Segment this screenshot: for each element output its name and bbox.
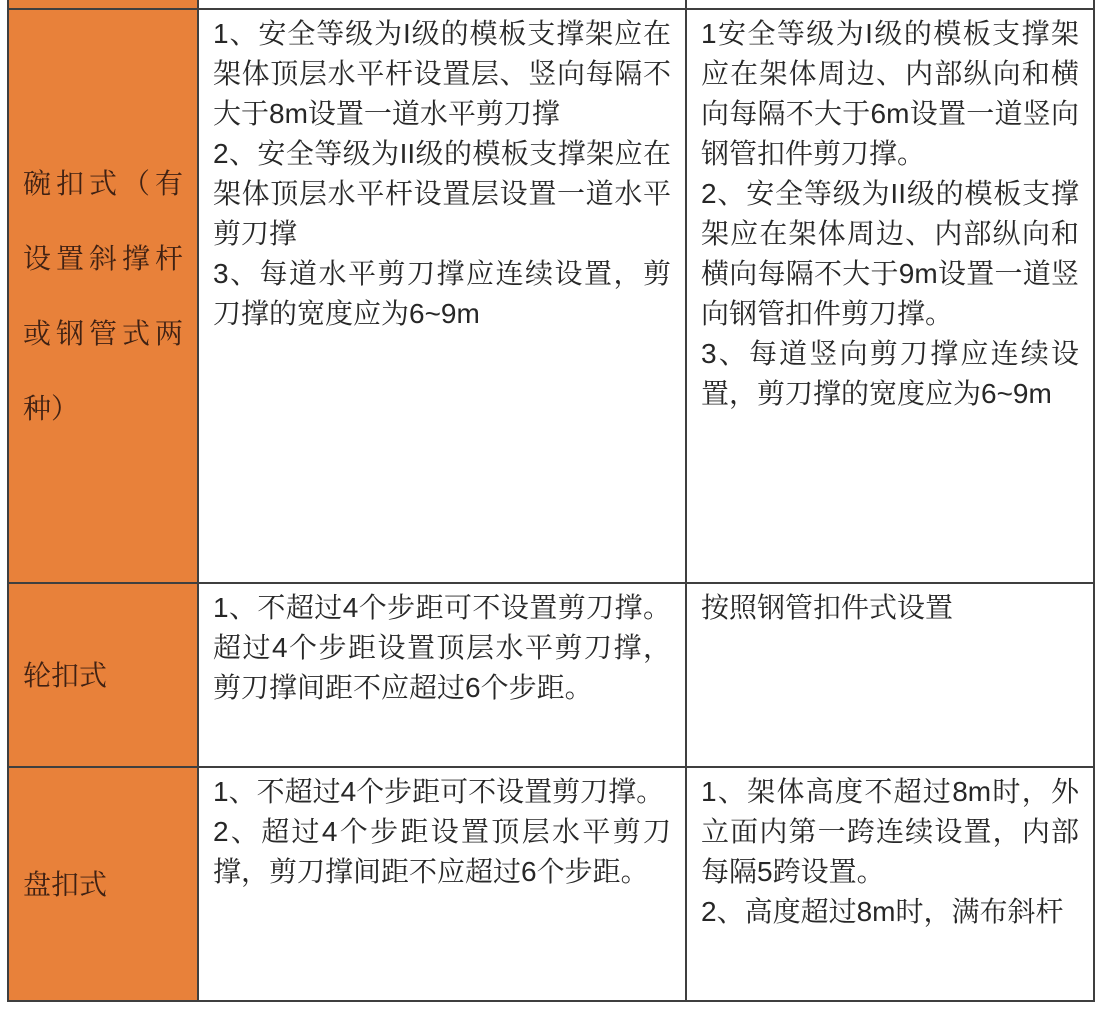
table-cell-pankou-vertical-bracing [685,766,1093,1000]
paragraph: 3、每道竖向剪刀撑应连续设置，剪刀撑的宽度应为6~9m [701,338,1079,409]
paragraph: 3、每道水平剪刀撑应连续设置，剪刀撑的宽度应为6~9m [213,258,671,329]
scaffold-bracing-table [7,0,1095,1002]
table-cell-lunkou-vertical-bracing [685,582,1093,766]
table-cell-pankou-horizontal-bracing [197,766,685,1000]
paragraph: 按照钢管扣件式设置 [701,592,954,623]
paragraph: 2、安全等级为II级的模板支撑架应在架体顶层水平杆设置层设置一道水平剪刀撑 [213,138,671,249]
row-header-label: 盘扣式 [23,868,108,900]
table-row-header-lunkou [7,582,197,766]
paragraph: 1、不超过4个步距可不设置剪刀撑。超过4个步距设置顶层水平剪刀撑，剪刀撑间距不应超过6个步距。 [213,592,671,703]
paragraph: 1、不超过4个步距可不设置剪刀撑。 [213,776,665,807]
table-cell-wankou-vertical-bracing [685,8,1093,582]
row-header-label: 碗扣式（有设置斜撑杆或钢管式两种） [23,168,183,424]
table-cell-previous-row-type [7,0,197,8]
paragraph: 1、安全等级为I级的模板支撑架应在架体顶层水平杆设置层、竖向每隔不大于8m设置一道水平剪刀撑 [213,18,671,129]
table-cell-previous-row-middle [197,0,685,8]
paragraph: 1安全等级为I级的模板支撑架应在架体周边、内部纵向和横向每隔不大于6m设置一道竖向钢管扣件剪刀撑。 [701,18,1079,169]
table-cell-lunkou-horizontal-bracing [197,582,685,766]
table-row-header-pankou [7,766,197,1000]
paragraph: 1、架体高度不超过8m时，外立面内第一跨连续设置，内部每隔5跨设置。 [701,776,1079,887]
table-row-header-wankou [7,8,197,582]
paragraph: 2、高度超过8m时，满布斜杆 [701,896,1064,927]
row-header-label: 轮扣式 [23,659,108,691]
paragraph: 2、安全等级为II级的模板支撑架应在架体周边、内部纵向和横向每隔不大于9m设置一道竖向钢管扣件剪刀撑。 [701,178,1079,329]
table-cell-previous-row-right [685,0,1093,8]
paragraph: 2、超过4个步距设置顶层水平剪刀撑，剪刀撑间距不应超过6个步距。 [213,816,671,887]
table-cell-wankou-horizontal-bracing [197,8,685,582]
